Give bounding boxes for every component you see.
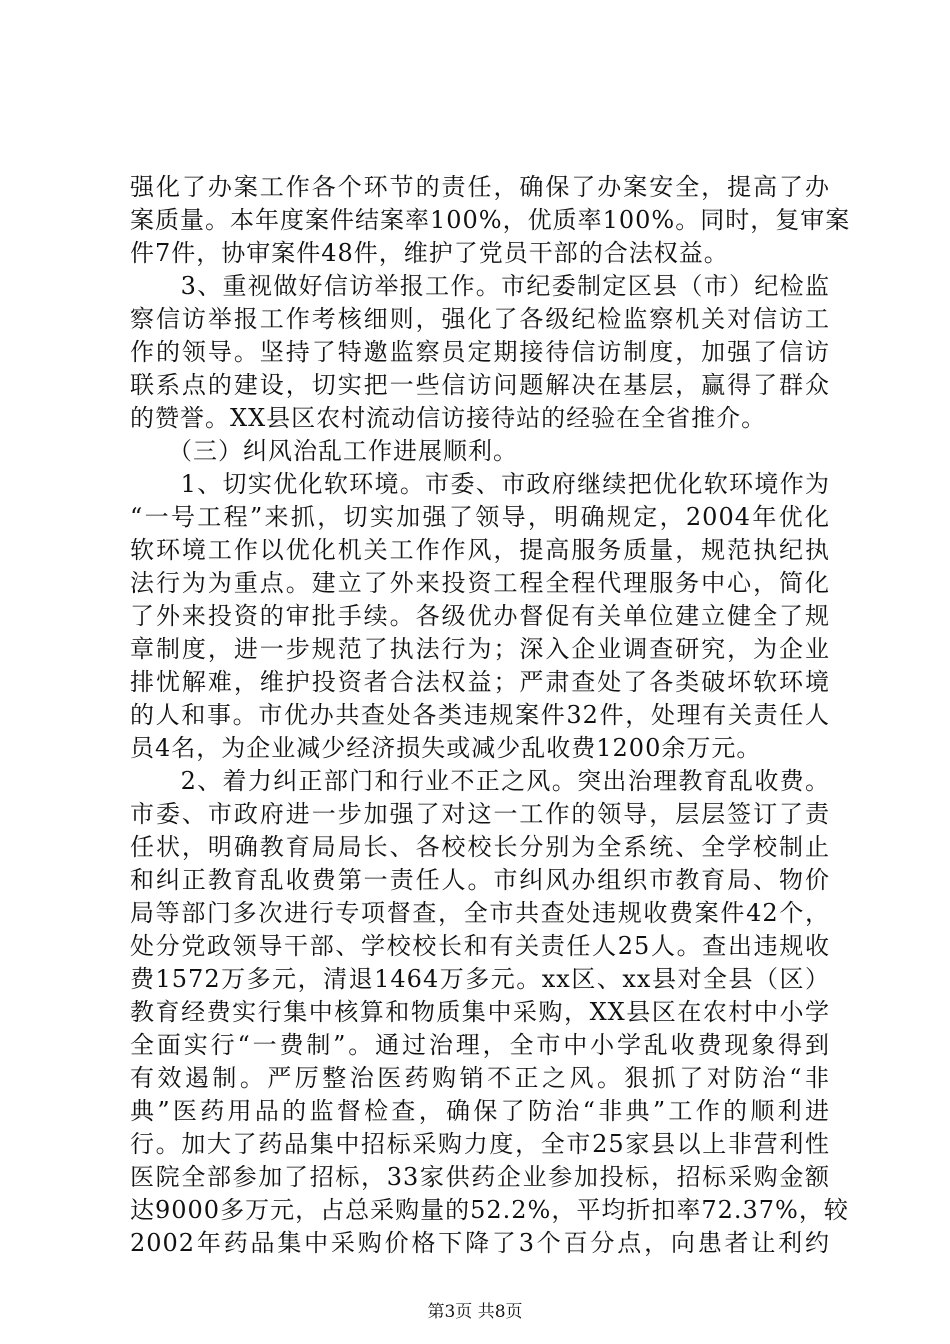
text-line: 和纠正教育乱收费第一责任人。市纠风办组织市教育局、物价 <box>130 866 830 894</box>
text-line: 3、重视做好信访举报工作。市纪委制定区县（市）纪检监 <box>130 272 830 300</box>
page-number-footer: 第3页 共8页 <box>427 1302 523 1322</box>
text-line: 员4名，为企业减少经济损失或减少乱收费1200余万元。 <box>130 734 762 762</box>
text-line: 2002年药品集中采购价格下降了3个百分点，向患者让利约 <box>130 1229 830 1257</box>
text-line: 强化了办案工作各个环节的责任，确保了办案安全，提高了办 <box>130 173 830 201</box>
text-line: 1、切实优化软环境。市委、市政府继续把优化软环境作为 <box>130 470 830 498</box>
text-line: 案质量。本年度案件结案率100%，优质率100%。同时，复审案 <box>130 206 851 234</box>
text-line: 的赞誉。XX县区农村流动信访接待站的经验在全省推介。 <box>130 404 767 432</box>
text-line: 章制度，进一步规范了执法行为；深入企业调查研究，为企业 <box>130 635 830 663</box>
text-line: 全面实行“一费制”。通过治理，全市中小学乱收费现象得到 <box>130 1031 830 1059</box>
text-line: 的人和事。市优办共查处各类违规案件32件，处理有关责任人 <box>130 701 830 729</box>
text-line: 典”医药用品的监督检查，确保了防治“非典”工作的顺利进 <box>130 1097 830 1125</box>
text-line: 件7件，协审案件48件，维护了党员干部的合法权益。 <box>130 239 729 267</box>
text-line: 行。加大了药品集中招标采购力度，全市25家县以上非营利性 <box>130 1130 830 1158</box>
text-line: 软环境工作以优化机关工作作风，提高服务质量，规范执纪执 <box>130 536 830 564</box>
text-line: 教育经费实行集中核算和物质集中采购，XX县区在农村中小学 <box>130 998 830 1026</box>
text-line: 费1572万多元，清退1464万多元。xx区、xx县对全县（区） <box>130 965 830 993</box>
text-line: 任状，明确教育局局长、各校校长分别为全系统、全学校制止 <box>130 833 830 861</box>
text-line: 作的领导。坚持了特邀监察员定期接待信访制度，加强了信访 <box>130 338 830 366</box>
text-line: 达9000多万元，占总采购量的52.2%，平均折扣率72.37%，较 <box>130 1196 849 1224</box>
text-line: 医院全部参加了招标，33家供药企业参加投标，招标采购金额 <box>130 1163 830 1191</box>
text-line: 局等部门多次进行专项督查，全市共查处违规收费案件42个， <box>130 899 830 927</box>
section-heading: （三）纠风治乱工作进展顺利。 <box>130 437 518 465</box>
text-line: 处分党政领导干部、学校校长和有关责任人25人。查出违规收 <box>130 932 830 960</box>
text-line: 2、着力纠正部门和行业不正之风。突出治理教育乱收费。 <box>130 767 830 795</box>
text-line: 市委、市政府进一步加强了对这一工作的领导，层层签订了责 <box>130 800 830 828</box>
text-line: 有效遏制。严厉整治医药购销不正之风。狠抓了对防治“非 <box>130 1064 830 1092</box>
text-line: 法行为为重点。建立了外来投资工程全程代理服务中心，简化 <box>130 569 830 597</box>
text-line: 排忧解难，维护投资者合法权益；严肃查处了各类破坏软环境 <box>130 668 830 696</box>
text-line: 察信访举报工作考核细则，强化了各级纪检监察机关对信访工 <box>130 305 830 333</box>
text-line: 了外来投资的审批手续。各级优办督促有关单位建立健全了规 <box>130 602 830 630</box>
text-line: “一号工程”来抓，切实加强了领导，明确规定，2004年优化 <box>130 503 830 531</box>
text-line: 联系点的建设，切实把一些信访问题解决在基层，赢得了群众 <box>130 371 830 399</box>
